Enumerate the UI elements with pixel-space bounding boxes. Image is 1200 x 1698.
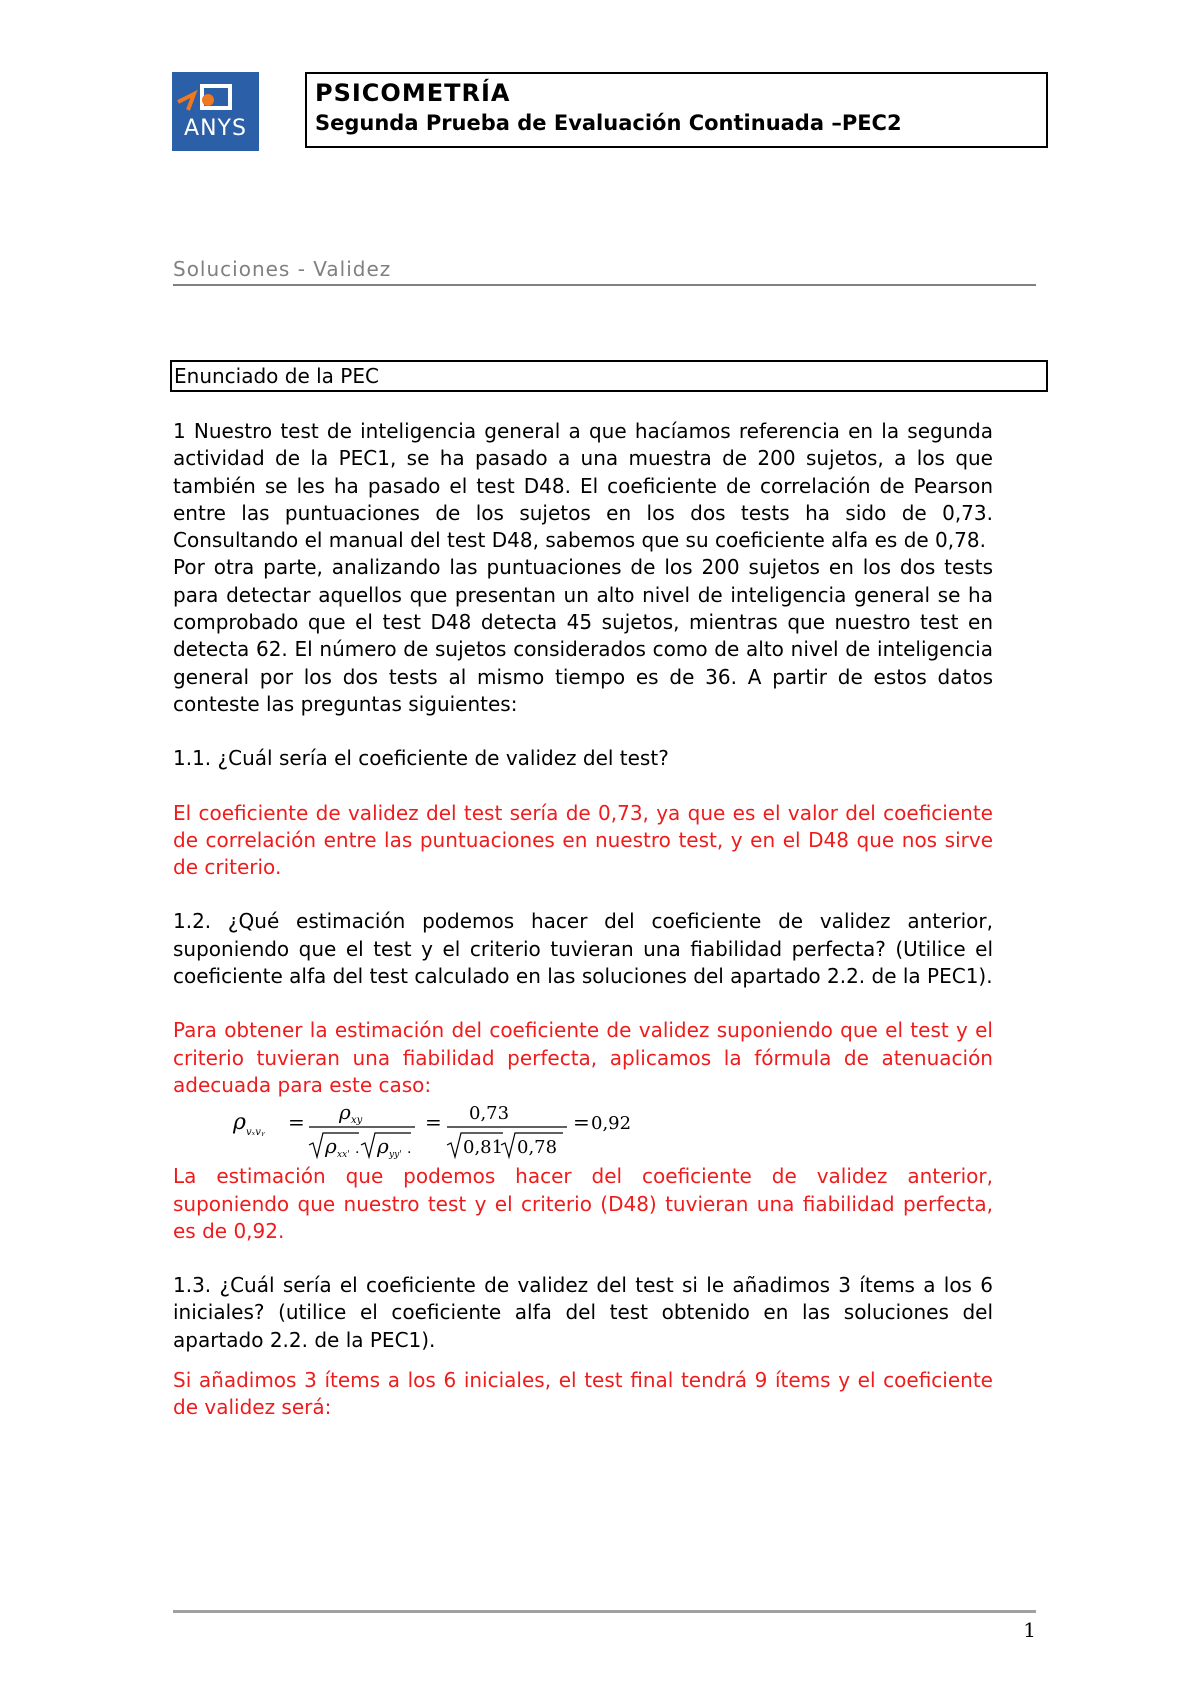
attenuation-formula <box>173 1099 993 1163</box>
intro-paragraph-1: 1 Nuestro test de inteligencia general a que hacíamos referencia en la segunda actividad de la PEC1, se ha pasado a una muestra de 200 sujetos, a los que también se les ha pasado el test D48. El coeficiente de correlación de Pearson entre las puntuaciones de los sujetos en los dos tests ha sido de 0,73. Consultando el manual del test D48, sabemos que su coeficiente alfa es de 0,78. <box>173 419 993 553</box>
answer-1-1: El coeficiente de validez del test sería de 0,73, ya que es el valor del coeficiente de correlación entre las puntuaciones en nuestro test, y en el D48 que nos sirve de criterio. <box>173 800 993 880</box>
document-title-box <box>305 72 1048 148</box>
formula-result: 0,92 <box>591 1113 632 1135</box>
svg-text:=: = <box>573 1110 590 1135</box>
formula-den2-rho: ρ <box>377 1134 389 1159</box>
formula-den1-sub: xx' <box>337 1150 350 1161</box>
svg-text:=: = <box>425 1110 442 1135</box>
section-heading: Soluciones - Validez <box>173 256 1036 286</box>
question-1-1: 1.1. ¿Cuál sería el coeficiente de validez del test? <box>173 746 669 771</box>
formula-den2-sub: yy' <box>389 1150 402 1161</box>
formula-num-rho: ρ <box>339 1100 351 1125</box>
formula-lhs-sub: vₓvᵧ <box>246 1127 265 1139</box>
question-1-2: 1.2. ¿Qué estimación podemos hacer del coeficiente de validez anterior, suponiendo que el test y el criterio tuvieran una fiabilidad perfecta? (Utilice el coeficiente alfa del test calculado en las soluciones del apartado 2.2. de la PEC1). <box>173 909 993 989</box>
anys-logo <box>172 72 259 151</box>
answer-1-2-intro: Para obtener la estimación del coeficiente de validez suponiendo que el test y el criterio tuvieran una fiabilidad perfecta, aplicamos la fórmula de atenuación adecuada para este caso: <box>173 1018 993 1097</box>
formula-num-sub: xy <box>351 1115 363 1127</box>
formula-den-value-2: 0,78 <box>517 1137 558 1159</box>
formula-den-value-1: 0,81 <box>463 1137 504 1159</box>
svg-text:.: . <box>407 1141 412 1158</box>
svg-text:=: = <box>288 1110 305 1135</box>
formula-num-value: 0,73 <box>469 1103 510 1125</box>
formula-lhs-rho: ρ <box>233 1110 246 1136</box>
page-number: 1 <box>1023 1618 1036 1642</box>
statement-label-box: Enunciado de la PEC <box>170 360 1048 392</box>
footer-divider <box>173 1610 1036 1613</box>
document-body <box>173 418 993 1422</box>
question-1-3: 1.3. ¿Cuál sería el coeficiente de validez del test si le añadimos 3 ítems a los 6 iniciales? (utilice el coeficiente alfa del test obtenido en las soluciones del apartado 2.2. de la PEC1). <box>173 1273 993 1352</box>
answer-1-3: Si añadimos 3 ítems a los 6 iniciales, el test final tendrá 9 ítems y el coeficiente de validez será: <box>173 1368 993 1420</box>
svg-text:.: . <box>355 1141 360 1158</box>
formula-svg <box>233 1099 733 1163</box>
document-title: PSICOMETRÍA <box>315 79 511 107</box>
answer-1-2-conclusion: La estimación que podemos hacer del coeficiente de validez anterior, suponiendo que nuestro test y el criterio (D48) tuvieran una fiabilidad perfecta, es de 0,92. <box>173 1164 993 1243</box>
document-subtitle: Segunda Prueba de Evaluación Continuada –PEC2 <box>315 111 902 135</box>
formula-den1-rho: ρ <box>325 1134 337 1159</box>
logo-text: ANYS <box>184 116 247 141</box>
intro-paragraph-2: Por otra parte, analizando las puntuaciones de los 200 sujetos en los dos tests para detectar aquellos que presentan un alto nivel de inteligencia general se ha comprobado que el test D48 detecta 45 sujetos, mientras que nuestro test en detecta 62. El número de sujetos considerados como de alto nivel de inteligencia general por los dos tests al mismo tiempo es de 36. A partir de estos datos conteste las preguntas siguientes: <box>173 555 993 716</box>
